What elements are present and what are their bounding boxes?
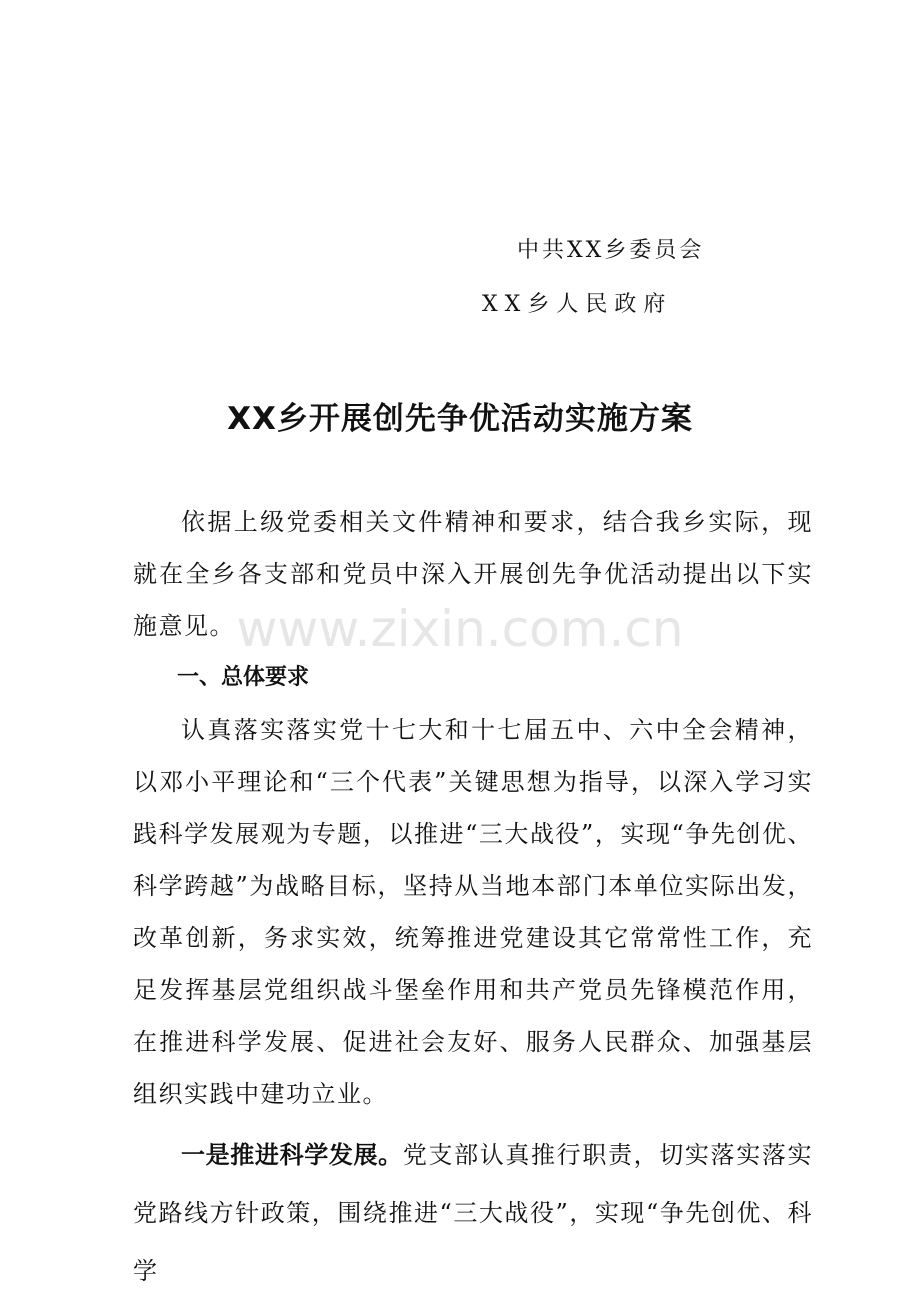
overall-requirements-paragraph: 认真落实落实党十七大和十七届五中、六中全会精神，以邓小平理论和“三个代表”关键思想为指导，以深入学习实践科学发展观为专题，以推进“三大战役”，实现“争先创优、科学跨越”为战略目标，坚持从当地本部门本单位实际出发，改革创新，务求实效，统筹推进党建设其它常常性工作，充足发挥基层党组织战斗堡垒作用和共产党员先锋模范作用，在推进科学发展、促进社会友好、服务人民群众、加强基层组织实践中建功立业。 [133,716,813,1108]
point-1-paragraph [133,1126,813,1300]
document-body [133,496,813,1300]
intro-paragraph: 依据上级党委相关文件精神和要求，结合我乡实际，现就在全乡各支部和党员中深入开展创先争优活动提出以下实施意见。 [133,508,813,640]
point-1-text: 党支部认真推行职责，切实落实落实党路线方针政策，围绕推进“三大战役”，实现“争先创优、科学 [133,1141,813,1285]
document-title: XX乡开展创先争优活动实施方案 [227,401,693,437]
section-heading-overall-requirements: 一、总体要求 [177,665,310,690]
sender-township-government: XX乡人民政府 [482,292,673,317]
watermark: www.zixin.com.cn [236,600,684,658]
sender-party-committee: 中共XX乡委员会 [517,238,705,263]
point-1-lead: 一是推进科学发展。 [181,1141,403,1169]
